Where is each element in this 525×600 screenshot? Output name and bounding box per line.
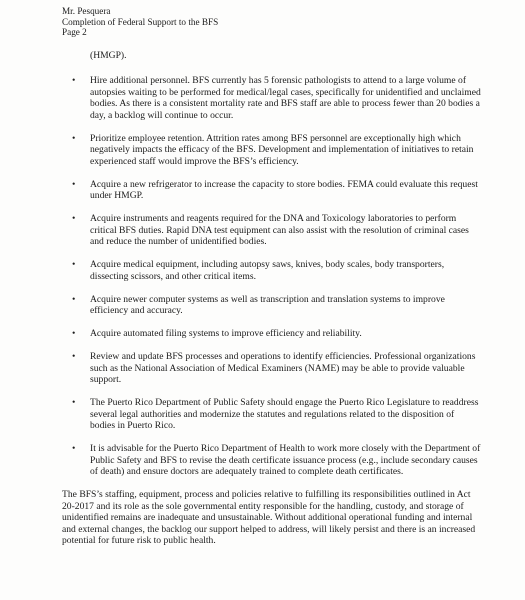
header-recipient: Mr. Pesquera xyxy=(62,6,111,16)
page-header xyxy=(62,6,481,38)
list-item-text: Review and update BFS processes and operations to identify efficiencies. Professional organizations such as the National Association of Medical Examiners (NAME) may be able to provide valuable support. xyxy=(90,351,476,386)
bullet-icon: • xyxy=(72,132,76,144)
list-item xyxy=(62,259,481,282)
list-item-text: Acquire newer computer systems as well as transcription and translation systems to improve efficiency and accuracy. xyxy=(90,293,445,317)
list-item xyxy=(62,443,481,478)
list-item xyxy=(62,75,481,121)
bullet-icon: • xyxy=(72,213,76,225)
closing-paragraph: The BFS’s staffing, equipment, process and policies relative to fulfilling its responsibilities outlined in Act 20-2017 and its role as the sole governmental entity responsible for the handling, custody, and storage of unidentified remains are inadequate and unsustainable. Without additional operational funding and internal and external changes, the backlog our support helped to address, will likely persist and there is an increased potential for future risk to public health. xyxy=(62,489,476,547)
list-item-text: Acquire automated filing systems to improve efficiency and reliability. xyxy=(90,328,362,340)
list-item xyxy=(62,179,481,202)
list-item-text: The Puerto Rico Department of Public Safety should engage the Puerto Rico Legislature to readdress several legal authorities and modernize the statutes and regulations related to the disposition of bodies in Puerto Rico. xyxy=(90,397,479,432)
list-item-text: It is advisable for the Puerto Rico Department of Health to work more closely with the Department of Public Safety and BFS to revise the death certificate issuance process (e.g., include secondary causes of death) and ensure doctors are adequately trained to complete death certificates. xyxy=(90,443,481,478)
bullet-icon: • xyxy=(72,351,76,363)
list-item xyxy=(62,133,481,168)
header-subject: Completion of Federal Support to the BFS xyxy=(62,16,219,27)
list-item-text: Prioritize employee retention. Attrition rates among BFS personnel are exceptionally high which negatively impacts the efficacy of the BFS. Development and implementation of initiatives to retain experienced staff would improve the BFS’s efficiency. xyxy=(90,132,474,167)
bullet-icon: • xyxy=(72,75,76,87)
bullet-icon: • xyxy=(72,178,76,190)
list-item-text: Acquire instruments and reagents required for the DNA and Toxicology laboratories to perform critical BFS duties. Rapid DNA test equipment can also assist with the resolution of criminal cases and reduce the number of unidentified bodies. xyxy=(90,213,469,248)
recommendation-list xyxy=(62,75,481,478)
list-item-text: Hire additional personnel. BFS currently has 5 forensic pathologists to attend to a large volume of autopsies waiting to be performed for medical/legal cases, specifically for unidentified and unclaimed bodies. As there is a consistent mortality rate and BFS staff are able to process fewer than 20 bodies a day, a backlog will continue to occur. xyxy=(90,75,481,121)
header-page-number: Page 2 xyxy=(62,27,87,38)
list-item xyxy=(62,351,481,386)
bullet-icon: • xyxy=(72,328,76,340)
list-item xyxy=(62,213,481,248)
list-item xyxy=(62,397,481,432)
list-item-text: Acquire medical equipment, including autopsy saws, knives, body scales, body transporters, dissecting scissors, and other critical items. xyxy=(90,259,445,282)
continued-text: (HMGP). xyxy=(90,49,127,61)
list-item-text: Acquire a new refrigerator to increase the capacity to store bodies. FEMA could evaluate this request under HMGP. xyxy=(90,178,478,202)
bullet-icon: • xyxy=(72,443,76,455)
bullet-icon: • xyxy=(72,293,76,305)
list-item xyxy=(62,294,481,317)
list-item xyxy=(62,328,481,340)
bullet-icon: • xyxy=(72,397,76,409)
bullet-icon: • xyxy=(72,259,76,271)
